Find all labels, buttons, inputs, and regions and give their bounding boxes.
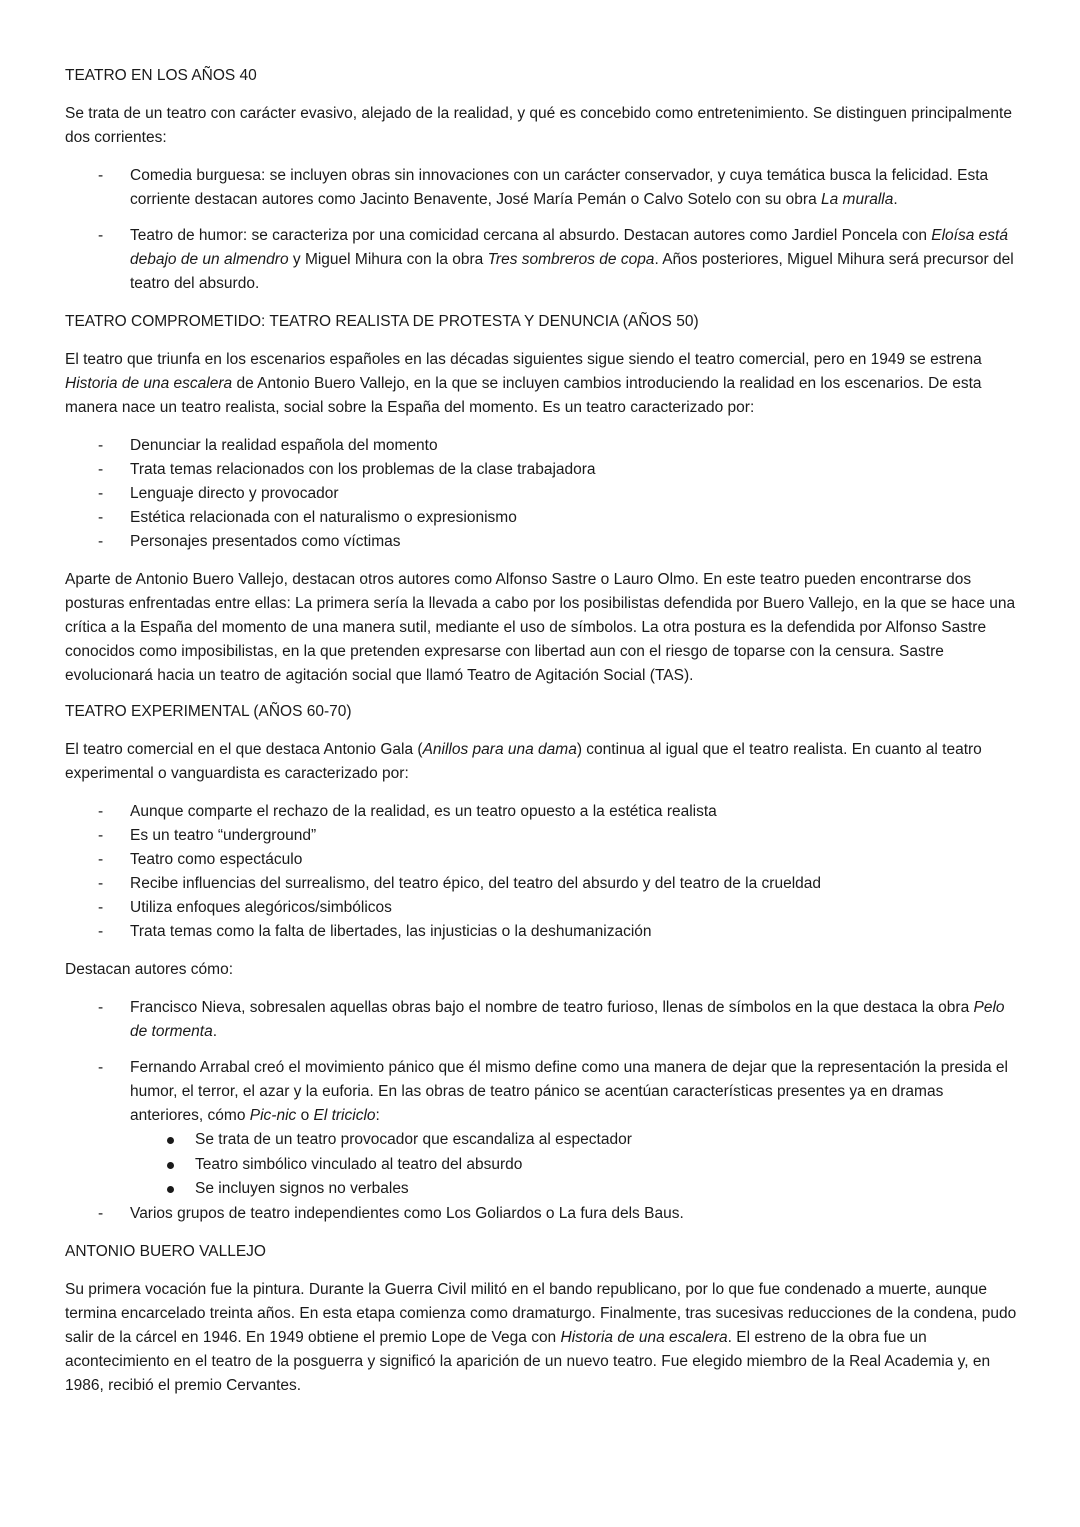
list-item: - Trata temas relacionados con los problemas de la clase trabajadora — [65, 458, 1020, 482]
item-text: . Años posteriores, Miguel Mihura será precursor del teatro del absurdo. — [130, 251, 1014, 292]
bullet-item: Se trata de un teatro provocador que escandaliza al espectador — [65, 1128, 1020, 1153]
para-text: El teatro comercial en el que destaca Antonio Gala ( — [65, 741, 423, 758]
para-text: ) continua al igual que el teatro realista. En cuanto al teatro experimental o vanguardista es caracterizado por: — [65, 741, 982, 782]
list-item-nieva — [65, 996, 1020, 1044]
paragraph: Aparte de Antonio Buero Vallejo, destacan otros autores como Alfonso Sastre o Lauro Olmo. En este teatro pueden encontrarse dos posturas enfrentadas entre ellas: La primera sería la llevada a cabo por los posibilistas defendida por Buero Vallejo, en la que se hace una crítica a la España del momento de una manera sutil, mediante el uso de símbolos. La otra postura es la defendida por Alfonso Sastre conocidos como imposibilistas, en la que pretenden expresarse con libertad aun con el riesgo de toparse con la censura. Sastre evolucionará hacia un teatro de agitación social que llamó Teatro de Agitación Social (TAS). — [65, 571, 1016, 684]
work-title: El triciclo — [313, 1107, 376, 1124]
list-item: - Denunciar la realidad española del momento — [65, 434, 1020, 458]
section-heading-anos-40: TEATRO EN LOS AÑOS 40 — [65, 67, 257, 84]
work-title: Historia de una escalera — [560, 1328, 728, 1346]
para-text: El teatro que triunfa en los escenarios españoles en las décadas siguientes sigue siendo el teatro comercial, pero en 1949 se estrena — [65, 351, 982, 368]
bullet-item: Teatro simbólico vinculado al teatro del absurdo — [65, 1153, 1020, 1178]
list-item-grupos: - Varios grupos de teatro independientes como Los Goliardos o La fura dels Baus. — [65, 1202, 1020, 1226]
work-title: Eloísa está debajo de un almendro — [130, 227, 1008, 268]
list-item: - Utiliza enfoques alegóricos/simbólicos — [65, 896, 1020, 920]
caracteristicas-list — [65, 434, 1020, 554]
section-intro-anos-40: Se trata de un teatro con carácter evasivo, alejado de la realidad, y qué es concebido como entretenimiento. Se distinguen principalmente dos corrientes: — [65, 105, 1012, 146]
list-item: - Es un teatro “underground” — [65, 824, 1020, 848]
bullet-item: Se incluyen signos no verbales — [65, 1177, 1020, 1202]
work-title: Anillos para una dama — [422, 741, 577, 758]
item-text: Teatro de humor: se caracteriza por una comicidad cercana al absurdo. Destacan autores como Jardiel Poncela con — [130, 227, 932, 244]
groups-list — [65, 1202, 1020, 1226]
item-text: y Miguel Mihura con la obra — [288, 251, 488, 268]
list-item-comedia-burguesa — [65, 164, 1020, 212]
work-title: Historia de una escalera — [65, 375, 233, 392]
panico-bullets — [65, 1128, 1020, 1202]
paragraph — [65, 348, 1020, 420]
list-item: - Trata temas como la falta de libertades, las injusticias o la deshumanización — [65, 920, 1020, 944]
list-item: - Aunque comparte el rechazo de la realidad, es un teatro opuesto a la estética realista — [65, 800, 1020, 824]
list-item-arrabal — [65, 1056, 1020, 1202]
paragraph — [65, 1278, 1020, 1398]
list-item: - Estética relacionada con el naturalismo o expresionismo — [65, 506, 1020, 530]
item-text: Comedia burguesa: se incluyen obras sin innovaciones con un carácter conservador, y cuya temática busca la felicidad. Esta corriente destacan autores como Jacinto Benavente, José María Pemán o Calvo Sotelo con su obra — [130, 167, 989, 208]
item-text: Francisco Nieva, sobresalen aquellas obras bajo el nombre de teatro furioso, llenas de símbolos en la que destaca la obra — [130, 999, 974, 1016]
work-title: Tres sombreros de copa — [487, 251, 655, 268]
list-item-teatro-humor — [65, 224, 1020, 296]
section-heading-experimental: TEATRO EXPERIMENTAL (AÑOS 60-70) — [65, 703, 352, 720]
item-text: . — [893, 191, 898, 208]
work-title: Pic-nic — [249, 1107, 297, 1124]
para-text: de Antonio Buero Vallejo, en la que se incluyen cambios introduciendo la realidad en los escenarios. De esta manera nace un teatro realista, social sobre la España del momento. Es un teatro caracterizado por: — [65, 375, 982, 416]
item-text: : — [375, 1107, 380, 1124]
item-text: . — [212, 1023, 218, 1040]
para-text: . El estreno de la obra fue un acontecimiento en el teatro de la posguerra y significó la aparición de un nuevo teatro. Fue elegido miembro de la Real Academia y, en 1986, recibió el premio Cervantes. — [65, 1328, 991, 1394]
paragraph: Destacan autores cómo: — [65, 961, 234, 978]
item-text: o — [296, 1107, 314, 1124]
list-item: - Personajes presentados como víctimas — [65, 530, 1020, 554]
authors-list — [65, 996, 1020, 1202]
work-title: La muralla — [821, 191, 894, 208]
paragraph — [65, 738, 1020, 786]
section-heading-comprometido: TEATRO COMPROMETIDO: TEATRO REALISTA DE PROTESTA Y DENUNCIA (AÑOS 50) — [65, 313, 699, 330]
list-item: - Lenguaje directo y provocador — [65, 482, 1020, 506]
section-heading-buero-vallejo: ANTONIO BUERO VALLEJO — [65, 1242, 266, 1260]
document-page — [65, 64, 1020, 1412]
experimental-list — [65, 800, 1020, 944]
corrientes-list — [65, 164, 1020, 296]
para-text: Su primera vocación fue la pintura. Durante la Guerra Civil militó en el bando republicano, por lo que fue condenado a muerte, aunque termina encarcelado treinta años. En esta etapa comienza como dramaturgo. Finalmente, tras sucesivas reducciones de la condena, pudo salir de la cárcel en 1946. En 1949 obtiene el premio Lope de Vega con — [65, 1280, 1017, 1346]
item-text: Fernando Arrabal creó el movimiento pánico que él mismo define como una manera de dejar que la representación la presida el humor, el terror, el azar y la euforia. En las obras de teatro pánico se acentúan características presentes ya en dramas anteriores, cómo — [130, 1059, 1008, 1124]
list-item: - Recibe influencias del surrealismo, del teatro épico, del teatro del absurdo y del teatro de la crueldad — [65, 872, 1020, 896]
work-title: Pelo de tormenta — [130, 999, 1005, 1040]
list-item: - Teatro como espectáculo — [65, 848, 1020, 872]
